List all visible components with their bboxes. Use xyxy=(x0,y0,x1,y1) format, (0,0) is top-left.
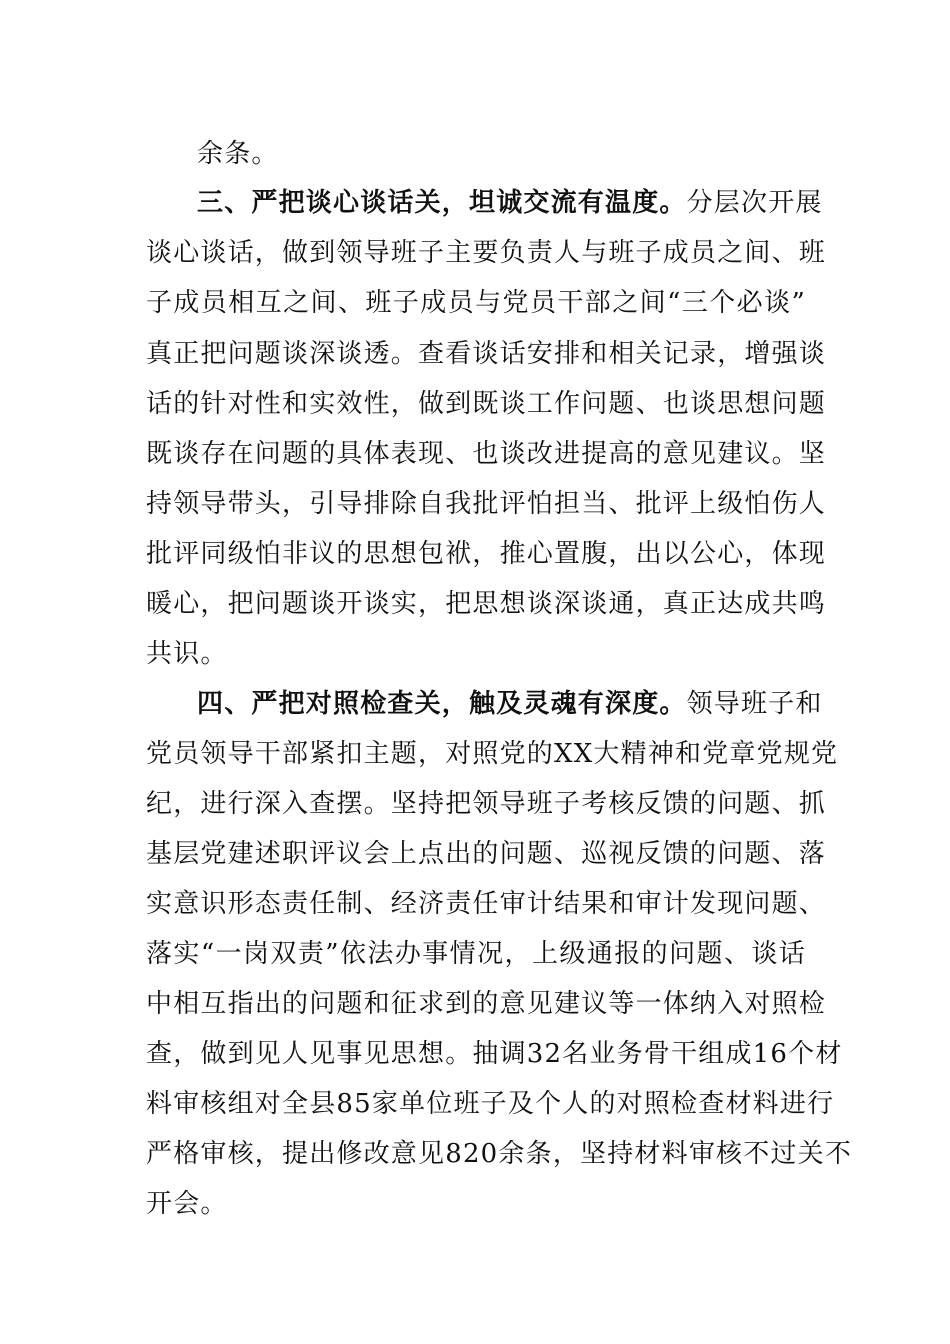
text-line: 话的针对性和实效性，做到既谈工作问题、也谈思想问题 xyxy=(146,389,827,419)
text-line: 开会。 xyxy=(146,1189,228,1219)
text-line: 真正把问题谈深谈透。查看谈话安排和相关记录，增强谈 xyxy=(146,339,827,369)
text-line: 中相互指出的问题和征求到的意见建议等一体纳入对照检 xyxy=(146,989,827,1019)
line-text: 分层次开展 xyxy=(686,188,823,218)
text-line: 既谈存在问题的具体表现、也谈改进提高的意见建议。坚 xyxy=(146,439,827,469)
text-line: 子成员相互之间、班子成员与党员干部之间“三个必谈” xyxy=(146,288,806,318)
text-line: 暖心，把问题谈开谈实，把思想谈深谈通，真正达成共鸣 xyxy=(146,589,827,619)
line-text: 余条。 xyxy=(197,139,279,169)
text-line: 料审核组对全县85家单位班子及个人的对照检查材料进行 xyxy=(146,1089,835,1119)
text-line: 严格审核，提出修改意见820余条，坚持材料审核不过关不 xyxy=(146,1139,853,1169)
text-line xyxy=(197,134,807,174)
text-line: 谈心谈话，做到领导班子主要负责人与班子成员之间、班 xyxy=(146,238,827,268)
text-line: 共识。 xyxy=(146,639,228,669)
section-heading: 三、严把谈心谈话关，坦诚交流有温度。 xyxy=(197,188,687,218)
text-line: 落实“一岗双责”依法办事情况，上级通报的问题、谈话 xyxy=(146,939,806,969)
text-line: 基层党建述职评议会上点出的问题、巡视反馈的问题、落 xyxy=(146,839,827,869)
line-text: 领导班子和 xyxy=(686,689,823,719)
text-line: 持领导带头，引导排除自我批评怕担当、批评上级怕伤人 xyxy=(146,489,827,519)
text-line: 党员领导干部紧扣主题，对照党的XX大精神和党章党规党 xyxy=(146,739,839,769)
section-heading-line xyxy=(197,183,823,223)
section-heading: 四、严把对照检查关，触及灵魂有深度。 xyxy=(197,689,687,719)
text-line: 实意识形态责任制、经济责任审计结果和审计发现问题、 xyxy=(146,889,827,919)
text-line: 查，做到见人见事见思想。抽调32名业务骨干组成16个材 xyxy=(146,1039,843,1069)
section-heading-line xyxy=(197,684,823,724)
text-line: 纪，进行深入查摆。坚持把领导班子考核反馈的问题、抓 xyxy=(146,789,827,819)
text-line: 批评同级怕非议的思想包袱，推心置腹，出以公心，体现 xyxy=(146,539,827,569)
